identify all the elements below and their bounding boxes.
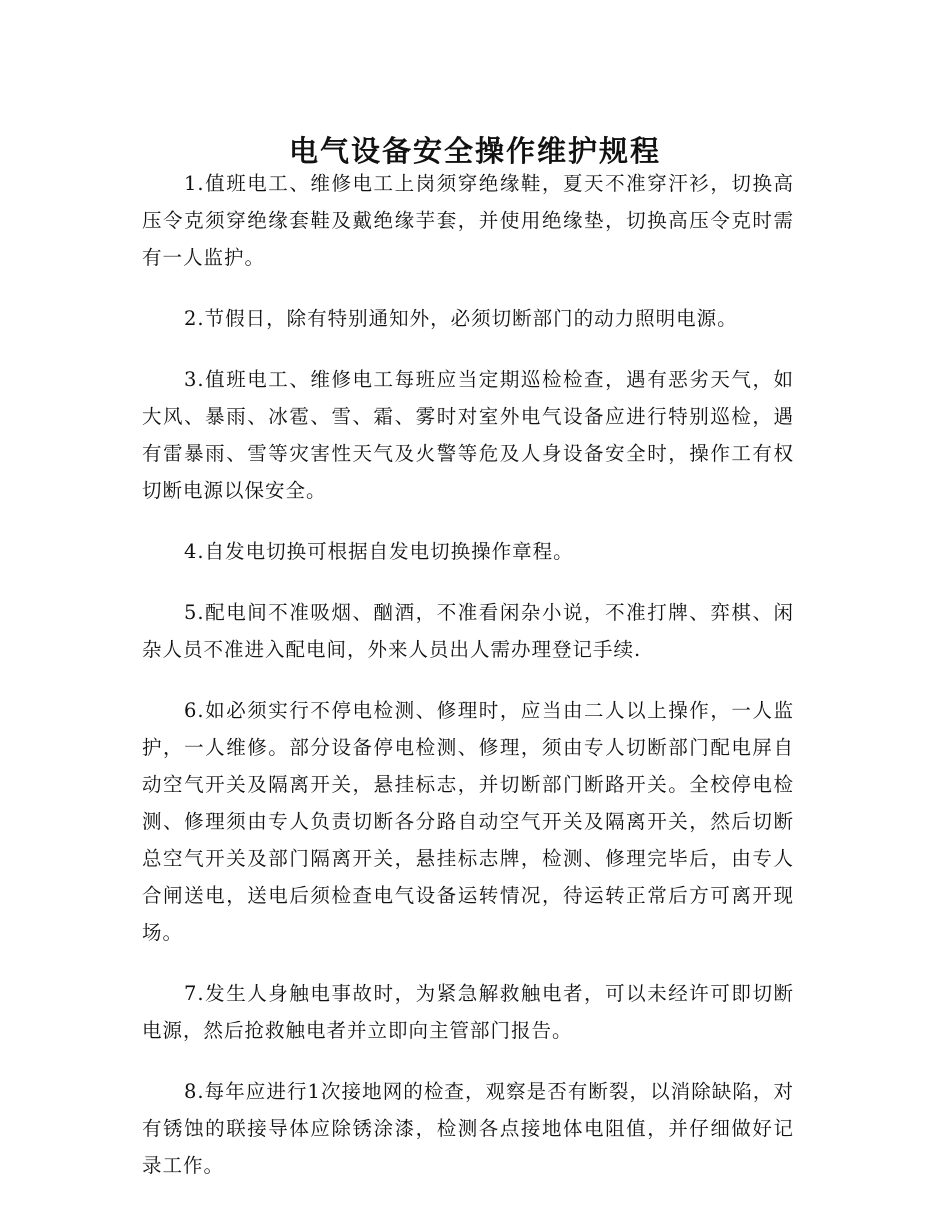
paragraph-3: 3.值班电工、维修电工每班应当定期巡检检查，遇有恶劣天气，如大风、暴雨、冰雹、雪、霜、雾时对室外电气设备应进行特别巡检，遇有雷暴雨、雪等灾害性天气及火警等危及人身设备安全时，操作工有权切断电源以保安全。 bbox=[142, 368, 794, 502]
paragraph-6: 6.如必须实行不停电检测、修理时，应当由二人以上操作，一人监护，一人维修。部分设备停电检测、修理，须由专人切断部门配电屏自动空气开关及隔离开关，悬挂标志，并切断部门断路开关。全校停电检测、修理须由专人负责切断各分路自动空气开关及隔离开关，然后切断总空气开关及部门隔离开关，悬挂标志牌，检测、修理完毕后，由专人合闸送电，送电后须检查电气设备运转情况，待运转正常后方可离开现场。 bbox=[142, 699, 794, 944]
paragraph-1: 1.值班电工、维修电工上岗须穿绝缘鞋，夏天不准穿汗衫，切换高压令克须穿绝缘套鞋及戴绝缘芋套，并使用绝缘垫，切换高压令克时需有一人监护。 bbox=[142, 172, 794, 269]
paragraph-4: 4.自发电切换可根据自发电切换操作章程。 bbox=[184, 540, 574, 563]
paragraph-2: 2.节假日，除有特别通知外，必须切断部门的动力照明电源。 bbox=[184, 307, 738, 330]
paragraph-8: 8.每年应进行1次接地网的检查，观察是否有断裂，以消除缺陷，对有锈蚀的联接导体应除锈涂漆，检测各点接地体电阻值，并仔细做好记录工作。 bbox=[142, 1080, 794, 1177]
paragraph-7: 7.发生人身触电事故时，为紧急解救触电者，可以未经许可即切断电源，然后抢救触电者并立即向主管部门报告。 bbox=[142, 982, 794, 1042]
paragraph-5: 5.配电间不准吸烟、酗酒，不准看闲杂小说，不准打牌、弈棋、闲杂人员不准进入配电间，外来人员出人需办理登记手续. bbox=[142, 601, 794, 661]
document-body bbox=[142, 165, 794, 1208]
page-title: 电气设备安全操作维护规程 bbox=[288, 134, 661, 169]
